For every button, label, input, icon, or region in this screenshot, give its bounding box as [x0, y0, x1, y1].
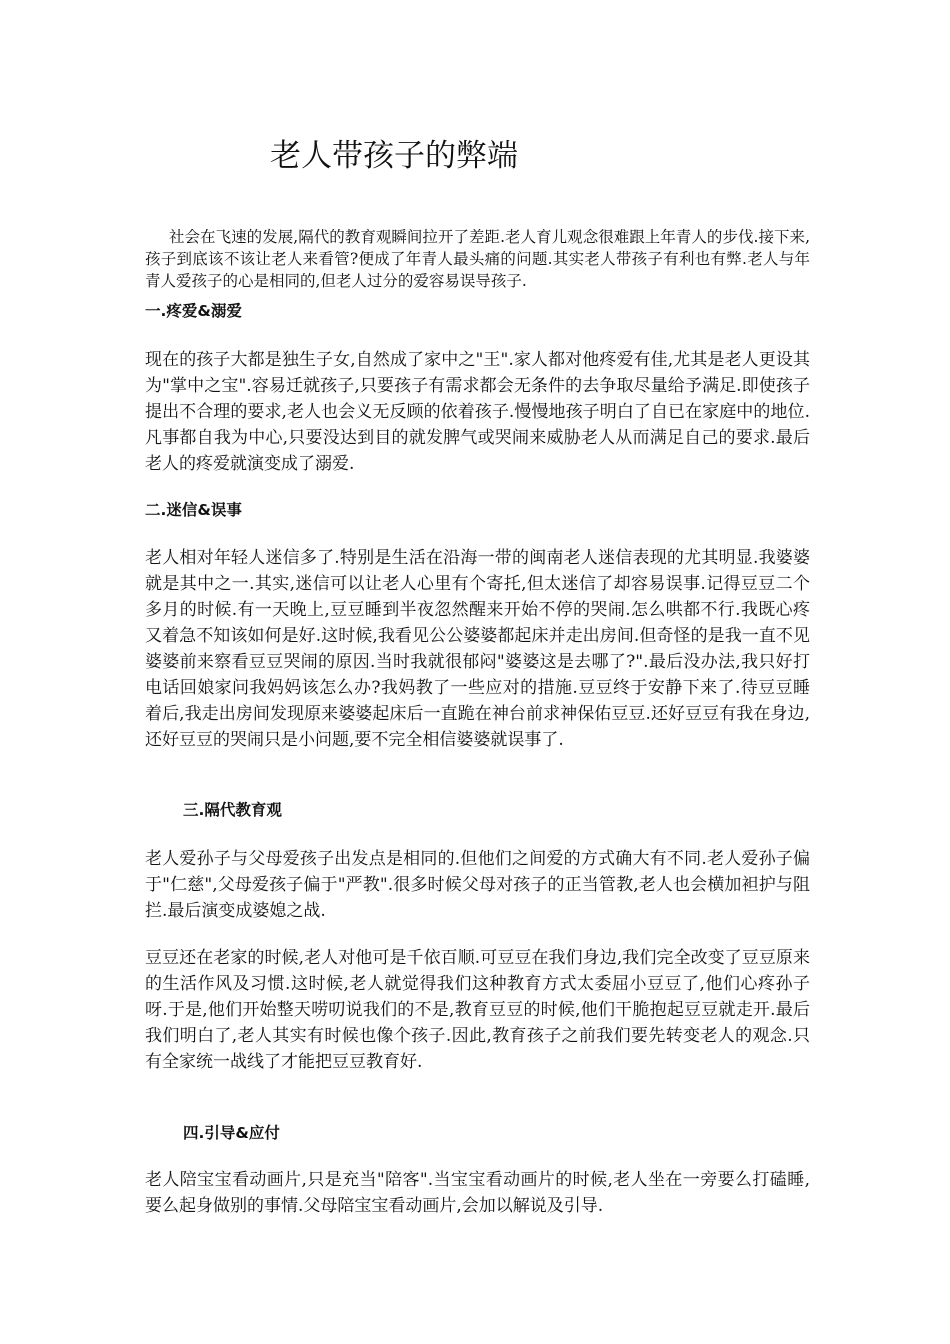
- section-heading-4: 四.引导&应付: [183, 1124, 280, 1142]
- section-2-paragraph: 老人相对年轻人迷信多了.特别是生活在沿海一带的闽南老人迷信表现的尤其明显.我婆婆就是其中之一.其实,迷信可以让老人心里有个寄托,但太迷信了却容易误事.记得豆豆二个多月的时候.有一天晚上,豆豆睡到半夜忽然醒来开始不停的哭闹.怎么哄都不行.我既心疼又着急不知该如何是好.这时候,我看见公公婆婆都起床并走出房间.但奇怪的是我一直不见婆婆前来察看豆豆哭闹的原因.当时我就很郁闷"婆婆这是去哪了?".最后没办法,我只好打电话回娘家问我妈妈该怎么办?我妈教了一些应对的措施.豆豆终于安静下来了.待豆豆睡着后,我走出房间发现原来婆婆起床后一直跪在神台前求神保佑豆豆.还好豆豆有我在身边,还好豆豆的哭闹只是小问题,要不完全相信婆婆就误事了.: [145, 548, 810, 750]
- section-3-paragraph-2: 豆豆还在老家的时候,老人对他可是千依百顺.可豆豆在我们身边,我们完全改变了豆豆原来的生活作风及习惯.这时候,老人就觉得我们这种教育方式太委屈小豆豆了,他们心疼孙子呀.于是,他们开始整天唠叨说我们的不是,教育豆豆的时候,他们干脆抱起豆豆就走开.最后我们明白了,老人其实有时候也像个孩子.因此,教育孩子之前我们要先转变老人的观念.只有全家统一战线了才能把豆豆教育好.: [145, 948, 810, 1072]
- intro-paragraph: 社会在飞速的发展,隔代的教育观瞬间拉开了差距.老人育儿观念很难跟上年青人的步伐.接下来,孩子到底该不该让老人来看管?便成了年青人最头痛的问题.其实老人带孩子有利也有弊.老人与年青人爱孩子的心是相同的,但老人过分的爱容易误导孩子.: [145, 228, 810, 290]
- section-3-paragraph-1: 老人爱孙子与父母爱孩子出发点是相同的.但他们之间爱的方式确大有不同.老人爱孙子偏于"仁慈",父母爱孩子偏于"严教".很多时候父母对孩子的正当管教,老人也会横加袒护与阻拦.最后演变成婆媳之战.: [145, 849, 810, 921]
- section-1-paragraph: 现在的孩子大都是独生子女,自然成了家中之"王".家人都对他疼爱有佳,尤其是老人更设其为"掌中之宝".容易迁就孩子,只要孩子有需求都会无条件的去争取尽量给予满足.即使孩子提出不合理的要求,老人也会义无反顾的依着孩子.慢慢地孩子明白了自已在家庭中的地位.凡事都自我为中心,只要没达到目的就发脾气或哭闹来威胁老人从而满足自己的要求.最后老人的疼爱就演变成了溺爱.: [145, 350, 810, 474]
- section-heading-3: 三.隔代教育观: [183, 801, 282, 819]
- document-title: 老人带孩子的弊端: [270, 138, 518, 174]
- section-4-paragraph: 老人陪宝宝看动画片,只是充当"陪客".当宝宝看动画片的时候,老人坐在一旁要么打磕睡,要么起身做别的事情.父母陪宝宝看动画片,会加以解说及引导.: [145, 1170, 810, 1216]
- section-heading-1: 一.疼爱&溺爱: [145, 302, 242, 320]
- section-heading-2: 二.迷信&误事: [145, 501, 242, 519]
